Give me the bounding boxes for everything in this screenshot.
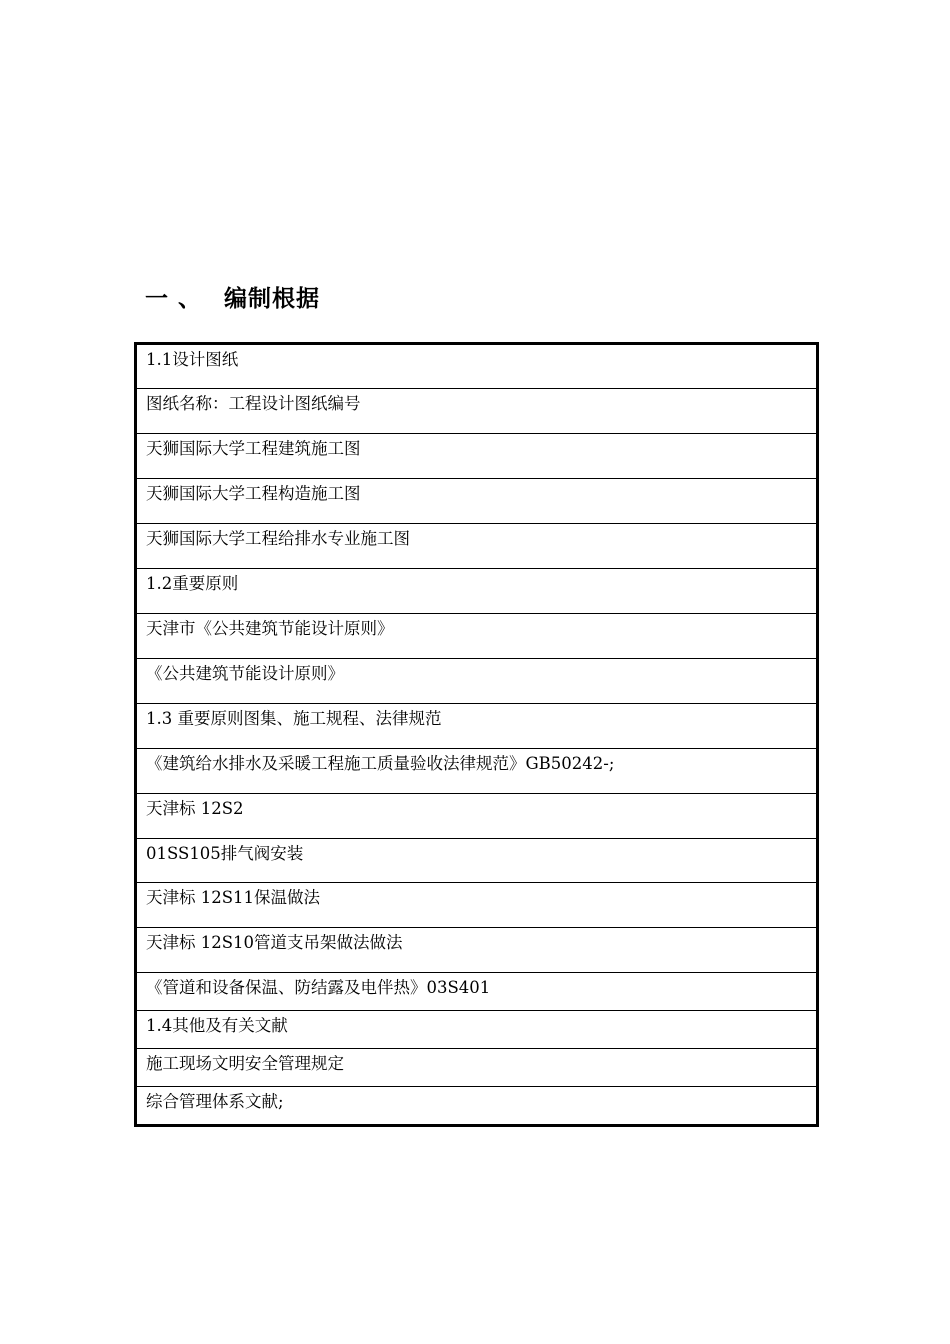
table-row bbox=[137, 613, 816, 658]
row-text: 《公共建筑节能设计原则》 bbox=[146, 664, 344, 683]
table-row bbox=[137, 523, 816, 568]
row-text: 《管道和设备保温、防结露及电伴热》03S401 bbox=[146, 978, 491, 997]
table-row bbox=[137, 1010, 816, 1048]
table-row bbox=[137, 658, 816, 703]
row-text: 天津标 12S10管道支吊架做法做法 bbox=[146, 933, 403, 952]
table-row bbox=[137, 345, 816, 388]
table-row bbox=[137, 1086, 816, 1124]
table-row bbox=[137, 882, 816, 927]
row-text: 施工现场文明安全管理规定 bbox=[146, 1054, 344, 1073]
row-text: 《建筑给水排水及采暖工程施工质量验收法律规范》GB50242-; bbox=[146, 754, 615, 773]
row-text: 天津市《公共建筑节能设计原则》 bbox=[146, 619, 394, 638]
table-row bbox=[137, 927, 816, 972]
table-row bbox=[137, 838, 816, 882]
table-row bbox=[137, 748, 816, 793]
row-text: 天津标 12S2 bbox=[146, 799, 244, 818]
row-text: 1.4其他及有关文献 bbox=[146, 1016, 288, 1035]
table-row bbox=[137, 1048, 816, 1086]
row-text: 1.3 重要原则图集、施工规程、法律规范 bbox=[146, 709, 442, 728]
row-text: 1.1设计图纸 bbox=[146, 350, 239, 369]
section-number: 一 、 bbox=[145, 286, 203, 312]
table-row bbox=[137, 478, 816, 523]
table-row bbox=[137, 703, 816, 748]
row-text: 天狮国际大学工程给排水专业施工图 bbox=[146, 529, 410, 548]
table-row bbox=[137, 972, 816, 1010]
table-row bbox=[137, 433, 816, 478]
table-row bbox=[137, 793, 816, 838]
row-text: 图纸名称：工程设计图纸编号 bbox=[146, 394, 361, 413]
row-text: 天狮国际大学工程构造施工图 bbox=[146, 484, 361, 503]
row-text: 综合管理体系文献; bbox=[146, 1092, 284, 1111]
table-row bbox=[137, 568, 816, 613]
section-heading bbox=[145, 283, 320, 315]
section-title: 编制根据 bbox=[224, 286, 321, 312]
row-text: 天津标 12S11保温做法 bbox=[146, 888, 321, 907]
row-text: 1.2重要原则 bbox=[146, 574, 239, 593]
row-text: 天狮国际大学工程建筑施工图 bbox=[146, 439, 361, 458]
row-text: 01SS105排气阀安装 bbox=[146, 844, 304, 863]
table-row bbox=[137, 388, 816, 433]
basis-table bbox=[134, 342, 819, 1127]
